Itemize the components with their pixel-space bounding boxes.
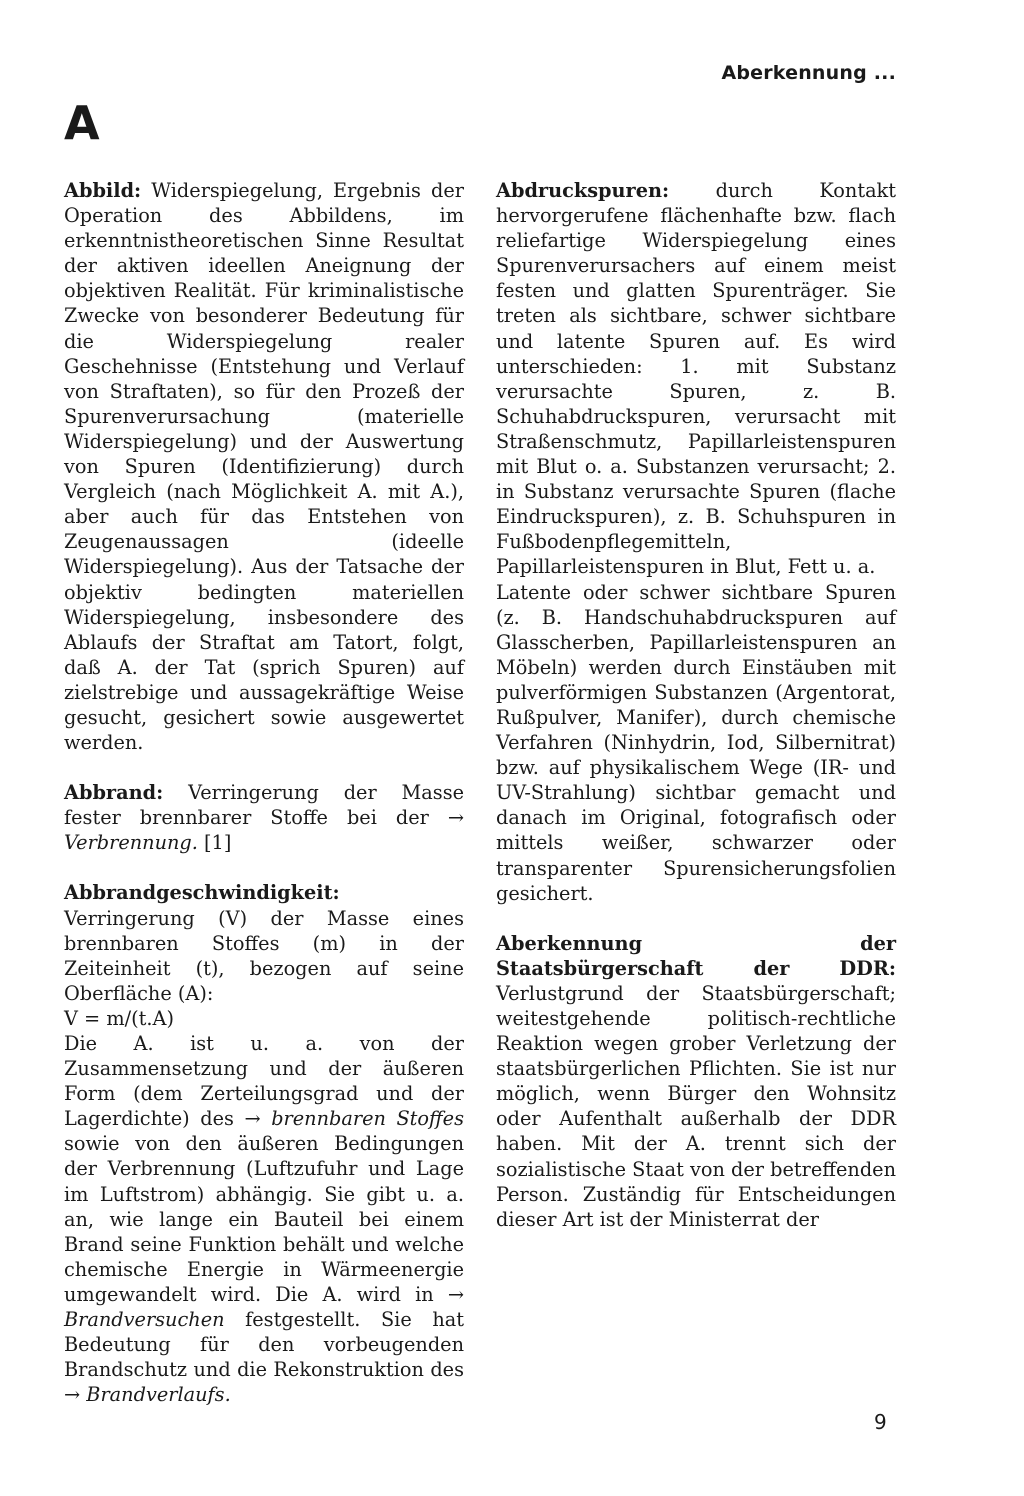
entry-term: Abbild: (64, 179, 142, 202)
cross-reference-arrow: → (447, 1282, 464, 1306)
entry-abdruckspuren (496, 178, 896, 906)
entry-abbrand (64, 780, 464, 855)
cross-reference-arrow: → (244, 1107, 261, 1131)
entry-abbrandgeschwindigkeit-continued (64, 1031, 464, 1407)
entry-text: Verringerung (V) der Masse eines brennbaren Stoffes (m) in der Zeiteinheit (t), bezogen auf seine Oberfläche (A): (64, 906, 464, 1005)
entry-abbrandgeschwindigkeit-body (64, 880, 464, 1005)
entry-text: Verlustgrund der Staatsbürgerschaft; weitestgehende politisch-rechtliche Reaktion wegen grober Verletzung der staatsbürgerlichen Pflichten. Sie ist nur möglich, wenn Bürger den Wohnsitz oder Aufenthalt außerhalb der DDR haben. Mit der A. trennt sich der sozialistische Staat von der betreffenden Person. Zuständig für Entscheidungen dieser Art ist der Ministerrat der (496, 981, 896, 1231)
left-column (64, 178, 464, 1432)
right-column-content (496, 178, 896, 1257)
entry-text: Verringerung der Masse fester brennbarer Stoffe bei der (64, 781, 464, 830)
entry-abdruckspuren-body (496, 178, 896, 580)
entry-aberkennung (496, 931, 896, 1232)
cross-reference: brennbaren Stoffes (271, 1107, 464, 1131)
entry-aberkennung-body (496, 931, 896, 1232)
entry-abbild-body (64, 178, 464, 755)
running-head: Aberkennung ... (721, 62, 896, 84)
cross-reference-arrow: → (64, 1383, 81, 1407)
cross-reference: Verbrennung. (64, 831, 198, 855)
entry-text: festgestellt. Sie hat Bedeutung für den vorbeugenden Brandschutz und die Rekonstruktion des (64, 1308, 464, 1382)
entry-abbrandgeschwindigkeit (64, 880, 464, 1407)
entry-formula: V = m/(t.A) (64, 1006, 174, 1030)
cross-reference: Brandversuchen (64, 1308, 225, 1332)
entry-abdruckspuren-continued: Latente oder schwer sichtbare Spuren (z. B. Handschuhabdruckspuren auf Glasscherben, Papillarleistenspuren an Möbeln) werden durch Einstäuben mit pulverförmigen Substanzen (Argentorat, Rußpulver, Manifer), durch chemische Verfahren (Ninhydrin, Iod, Silbernitrat) bzw. auf physikalischem Wege (IR- und UV-Strahlung) sichtbar gemacht und danach im Original, fotografisch oder mittels weißer, schwarzer oder transparenter Spurensicherungsfolien gesichert. (496, 580, 896, 905)
entry-text: Widerspiegelung, Ergebnis der Operation des Abbildens, im erkenntnistheoretischen Sinne Resultat der aktiven ideellen Aneignung der objektiven Realität. Für kriminalistische Zwecke von besonderer Bedeutung für die Widerspiegelung realer Geschehnisse (Entstehung und Verlauf von Straftaten), so für den Prozeß der Spurenverursachung (materielle Widerspiegelung) und der Auswertung von Spuren (Identifizierung) durch Vergleich (nach Möglichkeit A. mit A.), aber auch für das Entstehen von Zeugenaussagen (ideelle Widerspiegelung). Aus der Tatsache der objektiv bedingten materiellen Widerspiegelung, insbesondere des Ablaufs der Straftat am Tatort, folgt, daß A. der Tat (sprich Spuren) auf zielstrebige und aussagekräftige Weise gesucht, gesichert sowie ausgewertet werden. (64, 179, 464, 755)
cross-reference: Brandverlaufs. (86, 1383, 231, 1407)
entry-term: Abdruckspuren: (496, 179, 670, 202)
entry-text: sowie von den äußeren Bedingungen der Verbrennung (Luftzufuhr und Lage im Luftstrom) abhängig. Sie gibt u. a. an, wie lange ein Bauteil bei einem Brand seine Funktion behält und welche chemische Energie in Wärmeenergie umgewandelt wird. Die A. wird in (64, 1132, 464, 1306)
entry-text: [1] (197, 831, 232, 855)
page-number: 9 (874, 1410, 887, 1434)
entry-abbild (64, 178, 464, 755)
entry-term: Aberkennung der Staatsbürgerschaft der DDR: (496, 931, 896, 980)
entry-text: Die A. ist u. a. von der Zusammensetzung und der äußeren Form (dem Zerteilungsgrad und der Lagerdichte) des (64, 1032, 464, 1131)
entry-term: Abbrandgeschwindigkeit: (64, 881, 340, 905)
entry-text: durch Kontakt hervorgerufene flächenhafte bzw. flach reliefartige Widerspiegelung eines Spurenverursachers auf einem meist festen und glatten Spurenträger. Sie treten als sichtbare, schwer sichtbare und latente Spuren auf. Es wird unterschieden: 1. mit Substanz verursachte Spuren, z. B. Schuhabdruckspuren, verursacht mit Straßenschmutz, Papillarleistenspuren mit Blut o. a. Substanzen verursacht; 2. in Substanz verursachte Spuren (flache Eindruckspuren), z. B. Schuhspuren in Fußbodenpflegemitteln, Papillarleistenspuren in Blut, Fett u. a. (496, 179, 896, 579)
entry-abbrand-body (64, 780, 464, 855)
entry-term: Abbrand: (64, 781, 164, 805)
cross-reference-arrow: → (447, 806, 464, 830)
section-letter: A (64, 96, 100, 150)
